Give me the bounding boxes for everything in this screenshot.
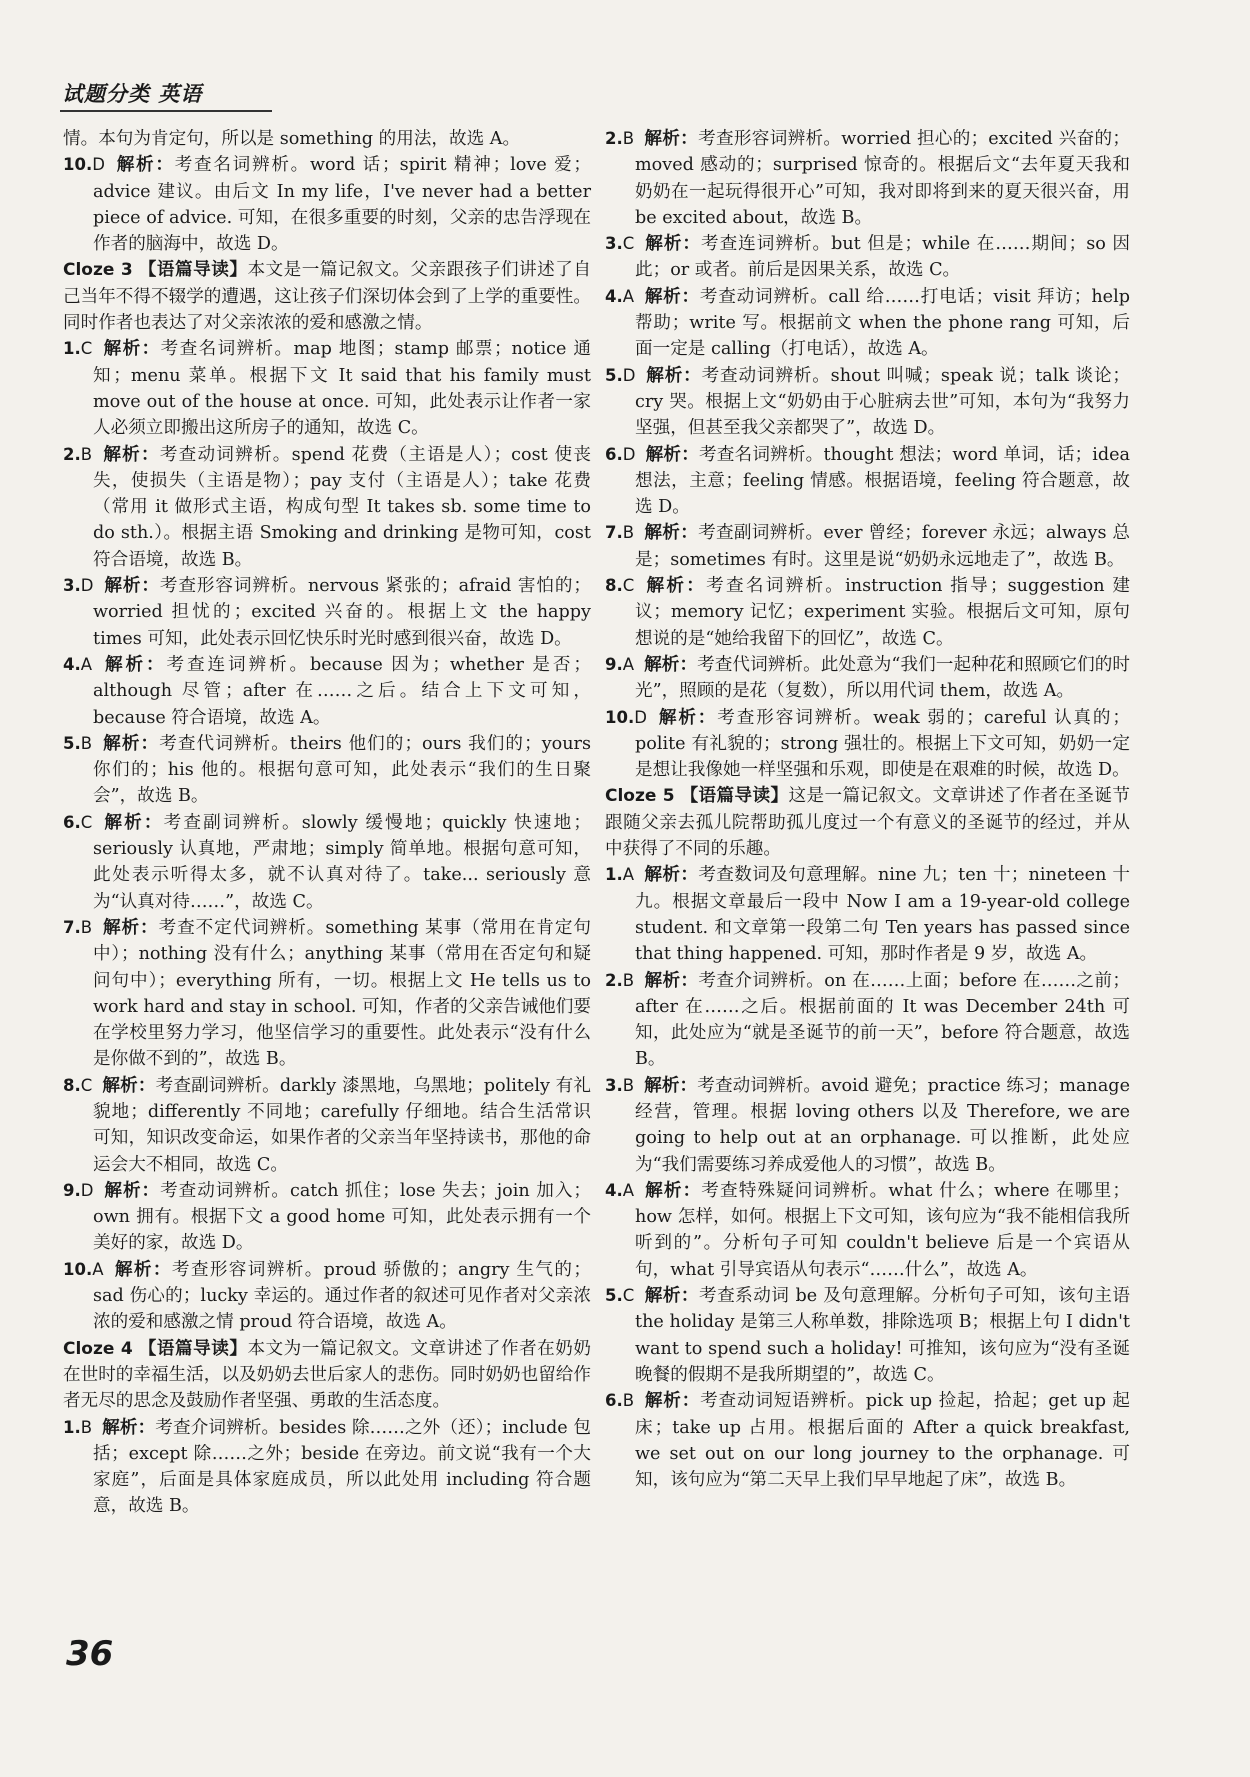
analysis-text: 考查连词辨析。because 因为；whether 是否；although 尽管；after 在……之后。结合上下文可知，because 符合语境，故选 A。: [93, 654, 591, 728]
analysis-label: 解析：: [644, 1074, 698, 1096]
analysis-label: 解析：: [102, 338, 161, 360]
question-number: 4.: [605, 286, 623, 306]
analysis-text: 考查副词辨析。ever 曾经；forever 永远；always 总是；sometimes 有时。这里是说“奶奶永远地走了”，故选 B。: [635, 523, 1130, 570]
analysis-text: 考查名词辨析。instruction 指导；suggestion 建议；memory 记忆；experiment 实验。根据后文可知，原句想说的是“她给我留下的回忆”，故选 C。: [635, 576, 1130, 649]
question-number: 8.: [605, 576, 623, 596]
question-number: 10.: [63, 155, 93, 175]
answer-letter: B: [80, 444, 93, 464]
answer-letter: D: [80, 1180, 94, 1200]
analysis-text: 考查形容词辨析。weak 弱的；careful 认真的；polite 有礼貌的；strong 强壮的。根据上下文可知，奶奶一定是想让我像她一样坚强和乐观，即使是在艰难的时候，故选 D。: [635, 707, 1130, 781]
analysis-text: 考查不定代词辨析。something 某事（常用在肯定句中）；nothing 没有什么；anything 某事（常用在否定句和疑问句中）；everything 所有，一切。根据上文 He tells us to work hard and stay in school. 可知，作者的父亲告诫他们要在学校里努力学习，他坚信学习的重要性。此处表示“没有什么是你做不到的”，故选 B。: [93, 917, 591, 1070]
right-column: [605, 126, 1130, 1493]
analysis-label: 解析：: [644, 653, 698, 675]
analysis-text: 考查形容词辨析。worried 担心的；excited 兴奋的；moved 感动的；surprised 惊奇的。根据后文“去年夏天我和奶奶在一起玩得很开心”可知，我对即将到来的夏天很兴奋，用 be excited about，故选 B。: [635, 129, 1130, 228]
answer-letter: B: [622, 1075, 635, 1095]
analysis-text: 考查介词辨析。besides 除……之外（还）；include 包括；except 除……之外；beside 在旁边。前文说“我有一个大家庭”，后面是具体家庭成员，所以此处用 including 符合题意，故选 B。: [93, 1417, 591, 1517]
question-number: 4.: [63, 654, 81, 674]
analysis-label: 解析：: [102, 811, 164, 833]
analysis-label: 解析：: [644, 285, 700, 307]
answer-letter: A: [622, 1180, 635, 1200]
analysis-text: 考查动词辨析。call 给……打电话；visit 拜访；help 帮助；write 写。根据前文 when the phone rang 可知，后面一定是 calling（打电话），故选 A。: [635, 286, 1130, 360]
analysis-text: 考查介词辨析。on 在……上面；before 在……之前；after 在……之后。根据前面的 It was December 24th 可知，此处应为“就是圣诞节的前一天”，before 符合题意，故选 B。: [635, 970, 1130, 1070]
analysis-text: 考查系动词 be 及句意理解。分析句子可知，该句主语 the holiday 是第三人称单数，排除选项 B；根据上句 I didn't want to spend such a holiday! 可推知，该句应为“没有圣诞晚餐的假期不是我所期望的”，故选 C。: [635, 1286, 1130, 1385]
analysis-label: 解析：: [113, 1258, 172, 1280]
analysis-text: 考查形容词辨析。proud 骄傲的；angry 生气的；sad 伤心的；lucky 幸运的。通过作者的叙述可见作者对父亲浓浓的爱和感激之情 proud 符合语境，故选 A。: [93, 1259, 591, 1333]
answer-letter: C: [622, 576, 635, 596]
answer-letter: C: [80, 1075, 93, 1095]
answer-item: [605, 968, 1130, 1073]
analysis-label: 解析：: [644, 1179, 702, 1201]
answer-item: [63, 442, 591, 573]
answer-item: [605, 1283, 1130, 1388]
question-number: 6.: [605, 444, 623, 464]
cloze-intro-text: 本文为一篇记叙文。文章讲述了作者在奶奶在世时的幸福生活，以及奶奶去世后家人的悲伤。同时奶奶也留给作者无尽的思念及鼓励作者坚强、勇敢的生活态度。: [63, 1338, 591, 1412]
answer-item: [63, 915, 591, 1073]
analysis-text: 考查动词辨析。catch 抓住；lose 失去；join 加入；own 拥有。根据下文 a good home 可知，此处表示拥有一个美好的家，故选 D。: [93, 1180, 591, 1254]
analysis-label: 解析：: [644, 233, 702, 255]
question-number: 2.: [63, 444, 81, 464]
analysis-label: 解析：: [644, 575, 707, 597]
answer-item: [605, 126, 1130, 231]
answer-letter: B: [80, 917, 93, 937]
analysis-text: 考查动词辨析。spend 花费（主语是人）；cost 使丧失，使损失（主语是物）；pay 支付（主语是人）；take 花费（常用 it 做形式主语，构成句型 It takes sb. some time to do sth.）。根据主语 Smoking and drinking 是物可知，cost 符合语境，故选 B。: [93, 444, 591, 570]
question-number: 7.: [63, 917, 81, 937]
answer-item: [63, 810, 591, 915]
answer-item: [605, 520, 1130, 573]
analysis-text: 考查动词短语辨析。pick up 捡起，拾起；get up 起床；take up 占用。根据后面的 After a quick breakfast, we set out on our long journey to the orphanage. 可知，该句应为“第二天早上我们早早地起了床”，故选 B。: [635, 1391, 1130, 1491]
analysis-label: 解析：: [645, 443, 699, 465]
answer-item: [605, 862, 1130, 967]
answer-letter: C: [80, 339, 93, 359]
answer-item: [63, 336, 591, 441]
answer-letter: A: [622, 865, 635, 885]
analysis-text: 考查名词辨析。map 地图；stamp 邮票；notice 通知；menu 菜单。根据下文 It said that his family must move out of the house at once. 可知，此处表示让作者一家人必须立即搬出这所房子的通知，故选 C。: [93, 339, 591, 439]
answer-letter: D: [92, 155, 105, 175]
answer-letter: B: [80, 733, 93, 753]
question-number: 5.: [605, 365, 623, 385]
cloze-title: Cloze 4: [63, 1338, 133, 1359]
answer-item: [63, 731, 591, 810]
analysis-label: 解析：: [102, 443, 160, 465]
answer-item: [63, 652, 591, 731]
analysis-label: 解析：: [644, 128, 699, 149]
analysis-label: 解析：: [645, 364, 702, 386]
question-number: 4.: [605, 1180, 623, 1200]
analysis-label: 解析：: [102, 653, 167, 675]
question-number: 3.: [605, 1075, 623, 1095]
analysis-text: 考查数词及句意理解。nine 九；ten 十；nineteen 十九。根据文章最后一段中 Now I am a 19-year-old college student. 和文章第一段第二句 Ten years has passed since that thing happened. 可知，那时作者是 9 岁，故选 A。: [635, 865, 1130, 965]
answer-item: [605, 231, 1130, 284]
reading-guide-tag: 【语篇导读】: [138, 1337, 248, 1359]
cloze-intro: [63, 1336, 591, 1415]
analysis-label: 解析：: [644, 522, 699, 544]
section-header: 试题分类 英语: [62, 82, 203, 106]
analysis-label: 解析：: [102, 1416, 156, 1438]
analysis-text: 考查副词辨析。darkly 漆黑地，乌黑地；politely 有礼貌地；differently 不同地；carefully 仔细地。结合生活常识可知，知识改变命运，如果作者的父亲当年坚持读书，那他的命运会大不相同，故选 C。: [93, 1075, 591, 1175]
answer-letter: A: [92, 1259, 104, 1279]
analysis-text: 考查动词辨析。shout 叫喊；speak 说；talk 谈论；cry 哭。根据上文“奶奶由于心脏病去世”可知，本句为“我努力坚强，但甚至我父亲都哭了”，故选 D。: [635, 365, 1130, 439]
question-number: 2.: [605, 970, 623, 990]
answer-item: [605, 705, 1130, 784]
analysis-label: 解析：: [103, 1179, 161, 1201]
question-number: 9.: [605, 654, 623, 674]
question-number: 3.: [63, 576, 81, 596]
analysis-label: 解析：: [644, 969, 699, 991]
answer-letter: A: [622, 654, 635, 674]
question-number: 3.: [605, 234, 623, 254]
question-number: 1.: [63, 339, 81, 359]
cloze-intro-text: 本文是一篇记叙文。父亲跟孩子们讲述了自己当年不得不辍学的遭遇，这让孩子们深切体会到了上学的重要性。同时作者也表达了对父亲浓浓的爱和感激之情。: [63, 260, 591, 334]
answer-item: [63, 1415, 591, 1520]
page-number: 36: [66, 1634, 114, 1674]
question-number: 10.: [63, 1259, 93, 1279]
answer-item: [63, 1073, 591, 1178]
answer-letter: B: [622, 970, 635, 990]
answer-item: [605, 1388, 1130, 1493]
left-column: [63, 126, 591, 1520]
analysis-text: 考查名词辨析。word 话；spirit 精神；love 爱；advice 建议。由后文 In my life，I've never had a better piece of advice. 可知，在很多重要的时刻，父亲的忠告浮现在作者的脑海中，故选 D。: [93, 155, 591, 255]
analysis-label: 解析：: [103, 575, 160, 597]
answer-letter: C: [622, 1286, 635, 1306]
question-number: 7.: [605, 523, 623, 543]
question-number: 9.: [63, 1180, 81, 1200]
analysis-label: 解析：: [644, 1285, 699, 1307]
question-number: 8.: [63, 1075, 81, 1095]
cloze-intro-text: 这是一篇记叙文。文章讲述了作者在圣诞节跟随父亲去孤儿院帮助孤儿度过一个有意义的圣诞节的经过，并从中获得了不同的乐趣。: [605, 786, 1130, 860]
answer-item: [605, 652, 1130, 705]
header-rule: [60, 110, 272, 112]
question-number: 6.: [605, 1391, 623, 1411]
analysis-label: 解析：: [102, 732, 160, 754]
answer-letter: C: [80, 812, 93, 832]
answer-item: [605, 442, 1130, 521]
answer-letter: D: [80, 576, 94, 596]
analysis-text: 考查动词辨析。avoid 避免；practice 练习；manage 经营，管理。根据 loving others 以及 Therefore, we are going to help out at an orphanage. 可以推断，此处应为“我们需要练习养成爱他人的习惯”，故选 B。: [635, 1075, 1130, 1175]
question-number: 5.: [63, 733, 81, 753]
question-number: 1.: [605, 865, 623, 885]
question-number: 5.: [605, 1286, 623, 1306]
analysis-label: 解析：: [102, 916, 159, 938]
question-number: 6.: [63, 812, 81, 832]
answer-item: [605, 363, 1130, 442]
cloze-intro: [605, 783, 1130, 862]
answer-item: [605, 1073, 1130, 1178]
answer-item: [63, 1257, 591, 1336]
question-number: 1.: [63, 1417, 81, 1437]
continued-text: 情。本句为肯定句，所以是 something 的用法，故选 A。: [63, 129, 521, 149]
answer-letter: A: [622, 286, 635, 306]
cloze-title: Cloze 3: [63, 260, 133, 281]
analysis-label: 解析：: [102, 1074, 156, 1096]
answer-letter: D: [634, 707, 647, 727]
analysis-text: 考查特殊疑问词辨析。what 什么；where 在哪里；how 怎样，如何。根据上下文可知，该句应为“我不能相信我所听到的”。分析句子可知 couldn't believe 后是一个宾语从句，what 引导宾语从句表示“……什么”，故选 A。: [635, 1180, 1130, 1280]
answer-letter: B: [622, 523, 635, 543]
reading-guide-tag: 【语篇导读】: [138, 259, 248, 281]
analysis-label: 解析：: [644, 864, 699, 886]
analysis-label: 解析：: [656, 706, 718, 728]
analysis-label: 解析：: [114, 154, 175, 176]
answer-letter: D: [622, 444, 636, 464]
analysis-text: 考查连词辨析。but 但是；while 在……期间；so 因此；or 或者。前后是因果关系，故选 C。: [635, 234, 1130, 281]
analysis-label: 解析：: [644, 1390, 701, 1412]
analysis-text: 考查形容词辨析。nervous 紧张的；afraid 害怕的；worried 担忧的；excited 兴奋的。根据上文 the happy times 可知，此处表示回忆快乐时光时感到很兴奋，故选 D。: [93, 576, 591, 649]
answer-letter: D: [622, 365, 636, 385]
answer-item: [63, 1178, 591, 1257]
answer-letter: B: [80, 1417, 93, 1437]
analysis-text: 考查代词辨析。theirs 他们的；ours 我们的；yours 你们的；his 他的。根据句意可知，此处表示“我们的生日聚会”，故选 B。: [93, 733, 591, 807]
question-number: 2.: [605, 129, 623, 148]
answer-item: [605, 284, 1130, 363]
answer-item: [605, 1178, 1130, 1283]
cloze-title: Cloze 5: [605, 786, 675, 807]
answer-item: [605, 573, 1130, 652]
answer-item: [63, 152, 591, 257]
analysis-text: 考查代词辨析。此处意为“我们一起种花和照顾它们的时光”，照顾的是花（复数），所以用代词 them，故选 A。: [635, 654, 1130, 702]
answer-letter: A: [80, 654, 93, 674]
analysis-text: 考查副词辨析。slowly 缓慢地；quickly 快速地；seriously 认真地，严肃地；simply 简单地。根据句意可知，此处表示听得太多，就不认真对待了。take... seriously 意为“认真对待……”，故选 C。: [93, 812, 591, 912]
answer-letter: B: [622, 129, 635, 148]
answer-letter: B: [622, 1391, 635, 1411]
reading-guide-tag: 【语篇导读】: [680, 785, 789, 807]
answer-item: [63, 573, 591, 652]
analysis-text: 考查名词辨析。thought 想法；word 单词，话；idea 想法，主意；feeling 情感。根据语境，feeling 符合题意，故选 D。: [635, 444, 1130, 518]
cloze-intro: [63, 257, 591, 336]
answer-letter: C: [622, 234, 635, 254]
question-number: 10.: [605, 707, 635, 727]
